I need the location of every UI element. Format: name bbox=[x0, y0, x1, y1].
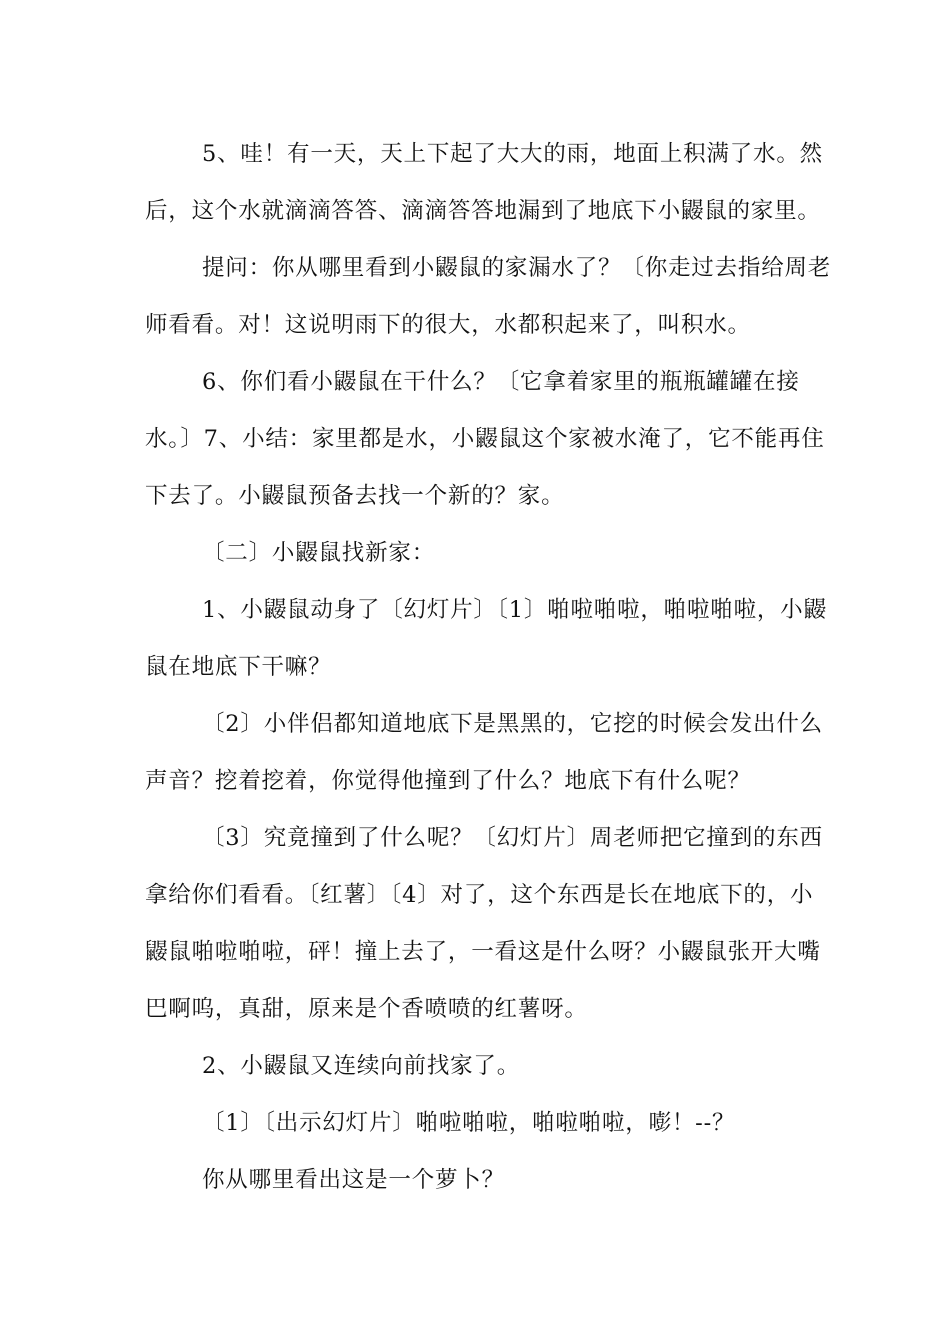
text-line: 后，这个水就滴滴答答、滴滴答答地漏到了地底下小鼹鼠的家里。 bbox=[145, 198, 821, 224]
text-line: 〔2〕小伴侣都知道地底下是黑黑的，它挖的时候会发出什么 bbox=[202, 711, 823, 737]
text-line: 拿给你们看看。〔红薯〕〔4〕对了，这个东西是长在地底下的，小 bbox=[145, 882, 814, 908]
text-line: 声音？挖着挖着，你觉得他撞到了什么？地底下有什么呢？ bbox=[145, 768, 751, 794]
text-line: 提问：你从哪里看到小鼹鼠的家漏水了？〔你走过去指给周老 bbox=[202, 255, 832, 281]
text-line: 水。〕7、小结：家里都是水，小鼹鼠这个家被水淹了，它不能再住 bbox=[145, 426, 825, 452]
text-line: 〔1〕〔出示幻灯片〕啪啦啪啦，啪啦啪啦，嘭！--？ bbox=[202, 1110, 736, 1136]
text-line: 下去了。小鼹鼠预备去找一个新的？家。 bbox=[145, 483, 565, 509]
text-line: 2、小鼹鼠又连续向前找家了。 bbox=[202, 1053, 521, 1079]
text-line: 1、小鼹鼠动身了〔幻灯片〕〔1〕啪啦啪啦，啪啦啪啦，小鼹 bbox=[202, 597, 827, 623]
text-line: 你从哪里看出这是一个萝卜？ bbox=[202, 1167, 505, 1193]
text-line: 鼠在地底下干嘛？ bbox=[145, 654, 332, 680]
text-line: 师看看。对！这说明雨下的很大，水都积起来了，叫积水。 bbox=[145, 312, 751, 338]
text-line: 5、哇！有一天，天上下起了大大的雨，地面上积满了水。然 bbox=[202, 141, 823, 167]
section-heading: 〔二〕小鼹鼠找新家： bbox=[202, 540, 436, 566]
text-line: 6、你们看小鼹鼠在干什么？〔它拿着家里的瓶瓶罐罐在接 bbox=[202, 369, 800, 395]
text-line: 〔3〕究竟撞到了什么呢？〔幻灯片〕周老师把它撞到的东西 bbox=[202, 825, 823, 851]
text-line: 巴啊呜，真甜，原来是个香喷喷的红薯呀。 bbox=[145, 996, 588, 1022]
text-line: 鼹鼠啪啦啪啦，砰！撞上去了，一看这是什么呀？小鼹鼠张开大嘴 bbox=[145, 939, 821, 965]
